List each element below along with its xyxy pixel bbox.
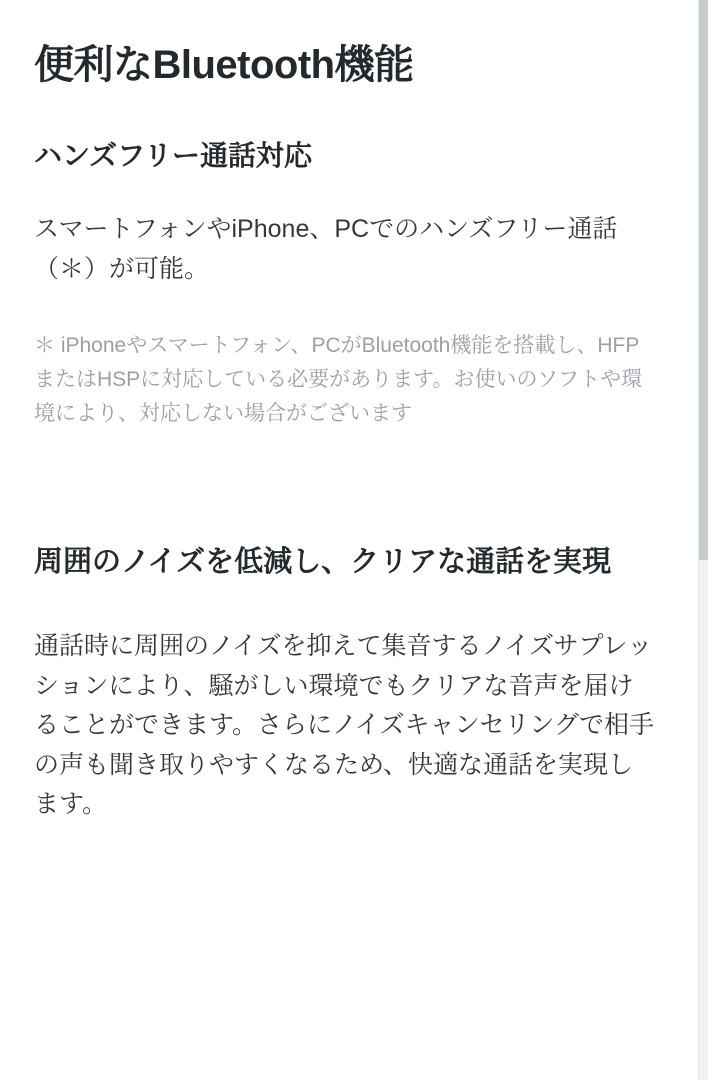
section-footnote-hands-free: ＊ iPhoneやスマートフォン、PCがBluetooth機能を搭載し、HFPまたはHSPに対応している必要があります。お使いのソフトや環境により、対応しない場合がございます bbox=[34, 334, 643, 426]
vertical-scrollbar[interactable] bbox=[698, 0, 708, 1080]
section-heading-hands-free: ハンズフリー通話対応 bbox=[34, 140, 313, 171]
section-heading-noise-reduction: 周囲のノイズを低減し、クリアな通話を実現 bbox=[34, 546, 612, 579]
scrollbar-thumb[interactable] bbox=[699, 0, 708, 560]
section-noise-reduction bbox=[34, 541, 655, 825]
section-body-hands-free: スマートフォンやiPhone、PCでのハンズフリー通話（＊）が可能。 bbox=[34, 215, 618, 283]
section-body-noise-reduction: 通話時に周囲のノイズを抑えて集音するノイズサプレッションにより、騒がしい環境でもクリアな音声を届けることができます。さらにノイズキャンセリングで相手の声も聞き取りやすくなるため、快適な通話を実現します。 bbox=[34, 632, 655, 819]
page-title: 便利なBluetooth機能 bbox=[34, 43, 414, 87]
